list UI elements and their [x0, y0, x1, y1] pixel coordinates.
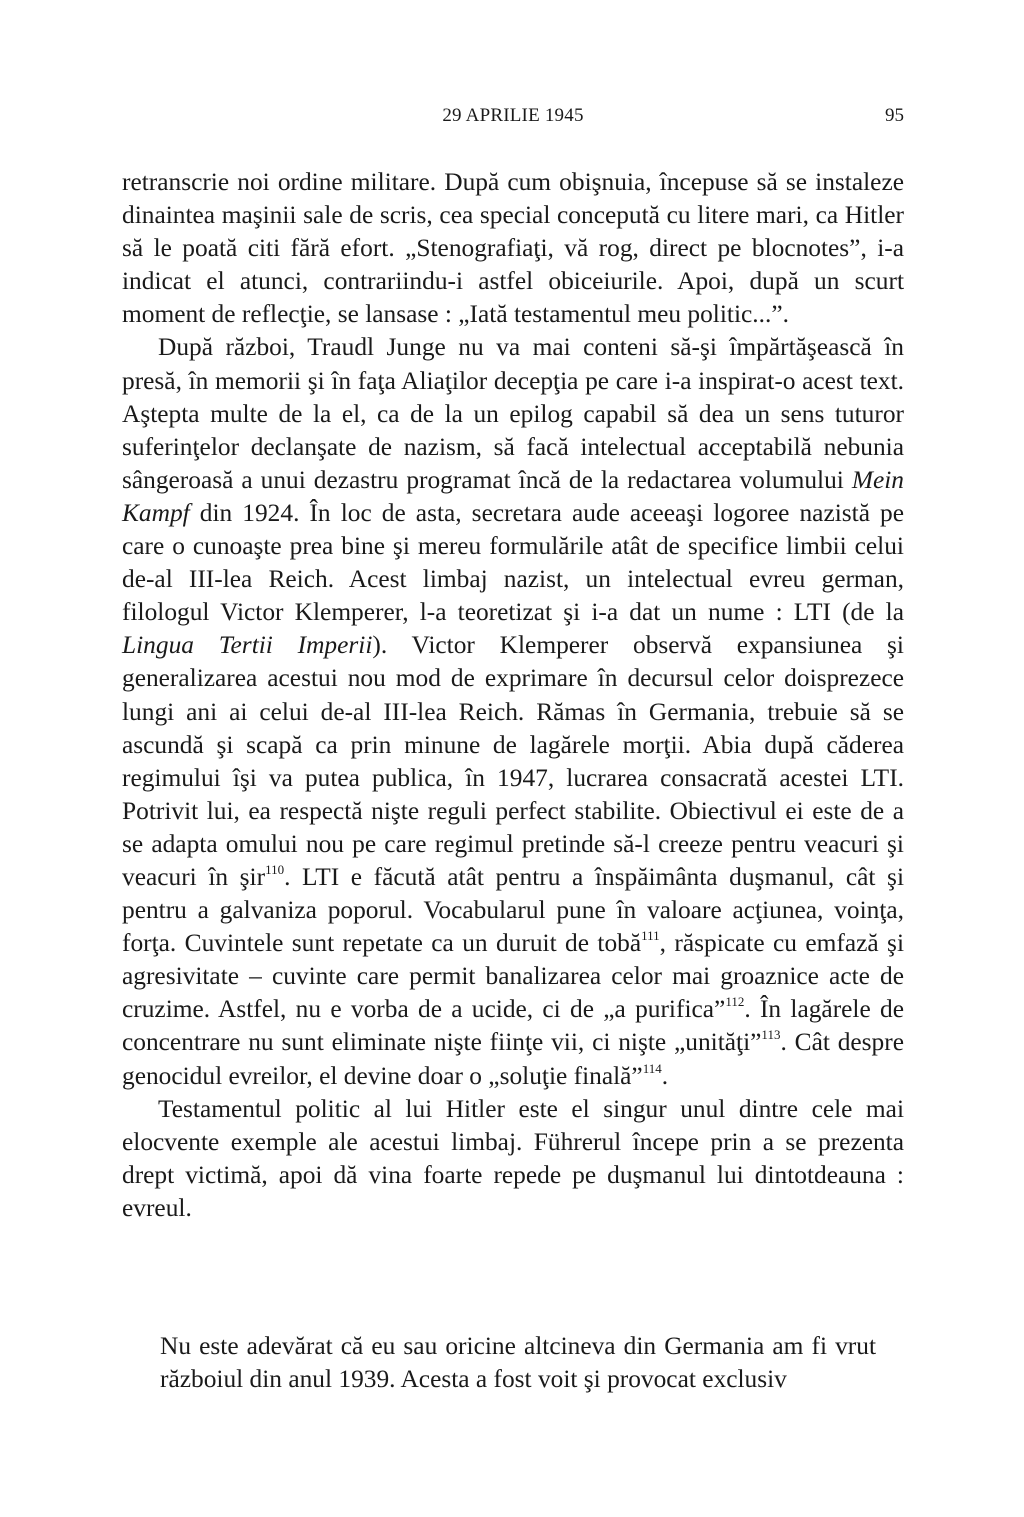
running-title: 29 APRILIE 1945 [442, 105, 584, 126]
footnote-marker-114: 114 [642, 1060, 662, 1076]
text-segment: . [661, 1061, 669, 1090]
italic-title: Lingua Tertii Imperii [122, 631, 373, 660]
footnote-marker-112: 112 [725, 994, 745, 1010]
text-segment: . LTI e făcută atât pentru a înspăimânta duşmanul, cât şi pentru a galvaniza poporul. Vocabularul pune în valoare acţiunea, voinţa, forţa. Cuvintele sunt repetate ca un duruit de tobă [122, 862, 904, 958]
text-segment: . Cât despre genocidul evreilor, el devine doar o „soluţie finală” [122, 1028, 904, 1090]
italic-title: Mein Kampf [122, 465, 904, 527]
text-segment: retranscrie noi ordine militare. După cum obişnuia, începuse să se instaleze dinaintea maşinii sale de scris, cea special concepută cu litere mari, ca Hitler să le poată citi fără efort. „Stenografiaţi, vă rog, direct pe blocnotes”, i-a indicat el atunci, contrariindu-i astfel obiceiurile. Apoi, după un scurt moment de reflecţie, se lansase : „Iată testamentul meu politic...”. [122, 168, 904, 329]
page-number: 95 [885, 105, 904, 126]
text-segment: Testamentul politic al lui Hitler este el singur unul dintre cele mai elocvente exemple ale acestui limbaj. Führerul începe prin a se prezenta drept victimă, apoi dă vina foarte repede pe duşmanul lui dintotdeauna : evreul. [122, 1094, 904, 1222]
paragraph-2 [122, 331, 904, 1092]
text-segment: . În lagărele de concentrare nu sunt eliminate nişte fiinţe vii, ci nişte „unităţi” [122, 995, 904, 1057]
footnote-marker-111: 111 [641, 928, 660, 944]
text-segment: După război, Traudl Junge nu va mai conteni să-şi împărtăşească în presă, în memorii şi în faţa Aliaţilor decepţia pe care i-a inspirat-o acest text. Aştepta multe de la el, ca de la un epilog capabil să dea un sens tuturor suferinţelor declanşate de nazism, să facă intelectual acceptabilă nebunia sângeroasă a unui dezastru programat încă de la redactarea volumului [122, 333, 904, 494]
block-quote-text: Nu este adevărat că eu sau oricine altcineva din Germania am fi vrut războiul din anul 1939. Acesta a fost voit şi provocat exclusiv [160, 1332, 876, 1394]
block-quote [160, 1330, 876, 1396]
text-segment: ). Victor Klemperer observă expansiunea şi generalizarea acestui nou mod de exprimare în decursul celor doisprezece lungi ani ai celui de-al III-lea Reich. Rămas în Germania, trebuie să se ascundă şi scapă ca prin minune de lagărele morţii. Abia după căderea regimului îşi va putea publica, în 1947, lucrarea consacrată acestei LTI. Potrivit lui, ea respectă nişte reguli perfect stabilite. Obiectivul ei este de a se adapta omului nou pe care regimul pretinde să-l creeze pentru veacuri şi veacuri în şir [122, 631, 904, 891]
text-segment: din 1924. În loc de asta, secretara aude aceeaşi logoree nazistă pe care o cunoaşte prea bine şi mereu formulările atât de specifice limbii celui de-al III-lea Reich. Acest limbaj nazist, un intelectual evreu german, filologul Victor Klemperer, l-a teoretizat şi i-a dat un nume : LTI (de la [122, 498, 904, 627]
text-segment: , răspicate cu emfază şi agresivitate – cuvinte care permit banalizarea celor mai groaznice acte de cruzime. Astfel, nu e vorba de a ucide, ci de „a purifica” [122, 929, 904, 1024]
body-text [122, 166, 904, 1225]
footnote-marker-110: 110 [265, 861, 285, 877]
running-header [122, 103, 904, 129]
footnote-marker-113: 113 [761, 1027, 781, 1043]
paragraph-1 [122, 166, 904, 331]
paragraph-3 [122, 1093, 904, 1225]
